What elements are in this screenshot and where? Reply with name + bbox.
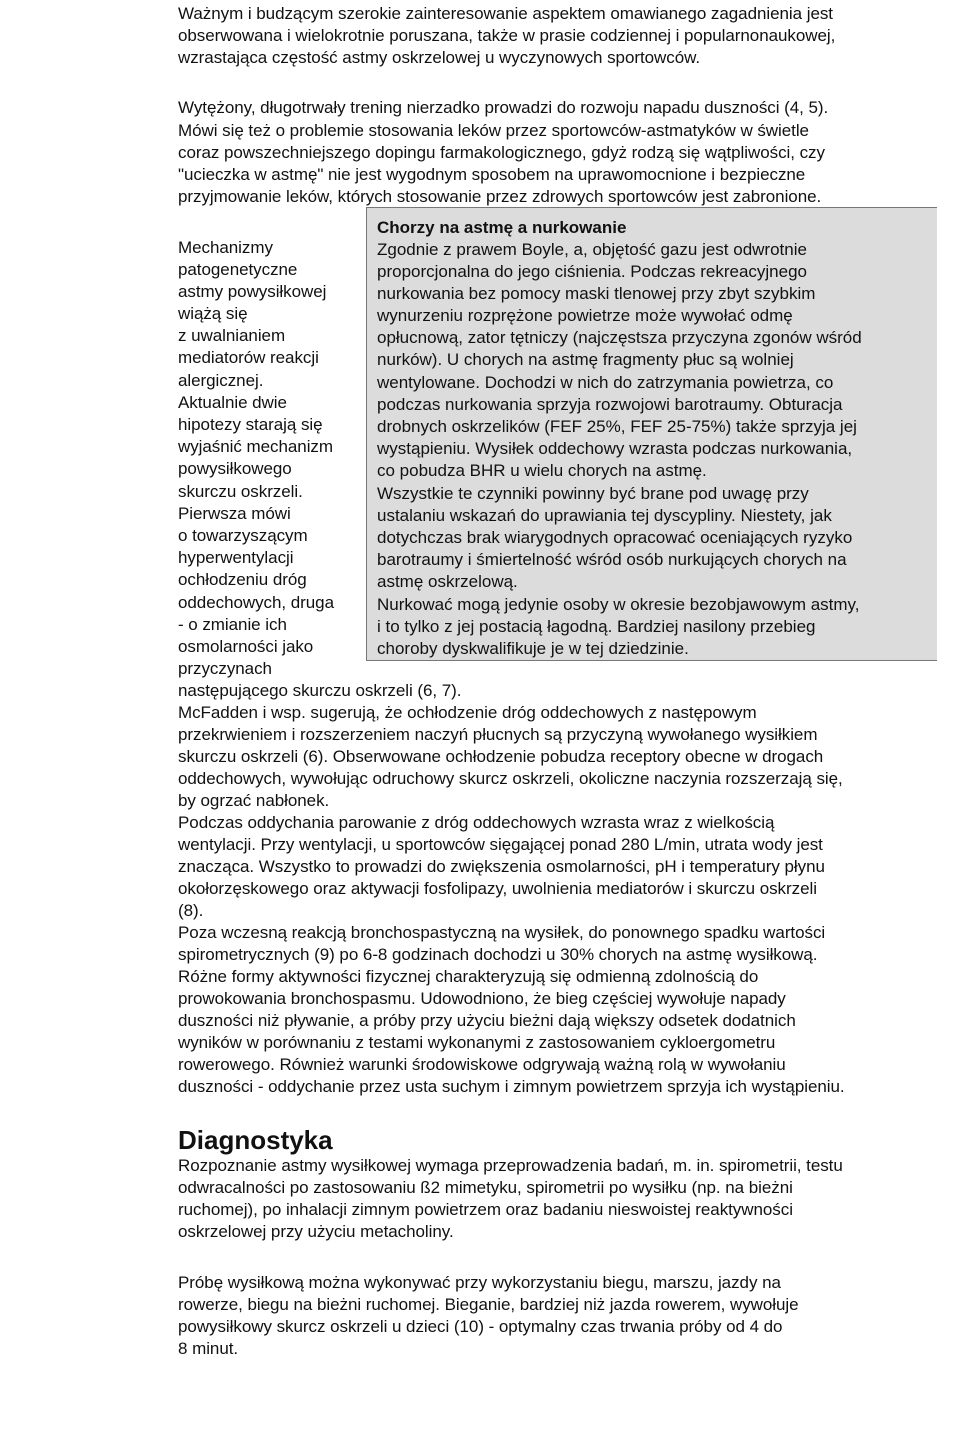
text-line: coraz powszechniejszego dopingu farmakologicznego, gdyż rodzą się wątpliwości, czy <box>178 143 825 162</box>
sidebar-box-line: Nurkować mogą jedynie osoby w okresie bezobjawowym astmy, <box>377 595 860 614</box>
text-line: hyperwentylacji <box>178 548 294 567</box>
sidebar-box-line: dotychczas brak wiarygodnych opracować oceniających ryzyko <box>377 528 853 547</box>
text-line: wyników w porównaniu z testami wykonanymi z zastosowaniem cykloergometru <box>178 1033 776 1052</box>
text-line: "ucieczka w astmę" nie jest wygodnym sposobem na uprawomocnione i bezpieczne <box>178 165 806 184</box>
sidebar-box-line: opłucnową, zator tętniczy (najczęstsza przyczyna zgonów wśród <box>377 328 862 347</box>
sidebar-box-title: Chorzy na astmę a nurkowanie <box>377 218 627 237</box>
sidebar-box-diving <box>366 207 937 661</box>
text-line: Pierwsza mówi <box>178 504 291 523</box>
text-line: wentylacji. Przy wentylacji, u sportowców sięgającej ponad 280 L/min, utrata wody jest <box>178 835 823 854</box>
text-line: astmy powysiłkowej <box>178 282 327 301</box>
text-line: hipotezy starają się <box>178 415 323 434</box>
text-line: obserwowana i wielokrotnie poruszana, także w prasie codziennej i popularnonaukowej, <box>178 26 836 45</box>
sidebar-box-line: ustalaniu wskazań do uprawiania tej dyscypliny. Niestety, jak <box>377 506 832 525</box>
text-line: Mechanizmy <box>178 238 273 257</box>
text-line: Ważnym i budzącym szerokie zainteresowanie aspektem omawianego zagadnienia jest <box>178 4 833 23</box>
sidebar-box-line: wynurzeniu rozprężone powietrze może wywołać odmę <box>377 306 793 325</box>
sidebar-box-line: wentylowane. Dochodzi w nich do zatrzymania powietrza, co <box>377 373 834 392</box>
text-line: Podczas oddychania parowanie z dróg oddechowych wzrasta wraz z wielkością <box>178 813 775 832</box>
text-line: duszności niż pływanie, a próby przy użyciu bieżni dają większy odsetek dodatnich <box>178 1011 796 1030</box>
sidebar-box-line: nurków). U chorych na astmę fragmenty płuc są wolniej <box>377 350 794 369</box>
text-line: by ogrzać nabłonek. <box>178 791 330 810</box>
text-line: znacząca. Wszystko to prowadzi do zwiększenia osmolarności, pH i temperatury płynu <box>178 857 825 876</box>
text-line: oskrzelowej przy użyciu metacholiny. <box>178 1222 454 1241</box>
sidebar-box-line: barotraumy i śmiertelność wśród osób nurkujących chorych na <box>377 550 847 569</box>
text-line: o towarzyszącym <box>178 526 308 545</box>
sidebar-box-line: nurkowania bez pomocy maski tlenowej przy zbyt szybkim <box>377 284 816 303</box>
text-line: z uwalnianiem <box>178 326 286 345</box>
text-line: Rozpoznanie astmy wysiłkowej wymaga przeprowadzenia badań, m. in. spirometrii, testu <box>178 1156 843 1175</box>
sidebar-box-line: i to tylko z jej postacią łagodną. Bardziej nasilony przebieg <box>377 617 816 636</box>
text-line: osmolarności jako <box>178 637 314 656</box>
text-line: skurczu oskrzeli. <box>178 482 303 501</box>
sidebar-box-line: astmę oskrzelową. <box>377 572 518 591</box>
text-line: Wytężony, długotrwały trening nierzadko prowadzi do rozwoju napadu duszności (4, 5). <box>178 98 829 117</box>
text-line: Różne formy aktywności fizycznej charakteryzują się odmienną zdolnością do <box>178 967 759 986</box>
text-line: oddechowych, druga <box>178 593 334 612</box>
document-page <box>178 0 960 1453</box>
text-line: przyczynach <box>178 659 272 678</box>
text-line: Aktualnie dwie <box>178 393 287 412</box>
sidebar-box-line: co pobudza BHR u wielu chorych na astmę. <box>377 461 707 480</box>
section-heading-diagnostics: Diagnostyka <box>178 1125 333 1155</box>
sidebar-box-line: proporcjonalna do jego ciśnienia. Podczas rekreacyjnego <box>377 262 807 281</box>
sidebar-box-line: Zgodnie z prawem Boyle, a, objętość gazu jest odwrotnie <box>377 240 807 259</box>
text-line: - o zmianie ich <box>178 615 287 634</box>
text-line: skurczu oskrzeli (6). Obserwowane ochłodzenie pobudza receptory obecne w drogach <box>178 747 824 766</box>
text-line: rowerze, biegu na bieżni ruchomej. Bieganie, bardziej niż jazda rowerem, wywołuje <box>178 1295 799 1314</box>
text-line: odwracalności po zastosowaniu ß2 mimetyku, spirometrii po wysiłku (np. na bieżni <box>178 1178 793 1197</box>
text-line: patogenetyczne <box>178 260 298 279</box>
sidebar-box-line: choroby dyskwalifikuje je w tej dziedzinie. <box>377 639 689 658</box>
text-line: prowokowania bronchospasmu. Udowodniono, że bieg częściej wywołuje napady <box>178 989 786 1008</box>
text-line: wzrastająca częstość astmy oskrzelowej u wyczynowych sportowców. <box>178 48 701 67</box>
text-line: 8 minut. <box>178 1339 239 1358</box>
text-line: okołorzęskowego oraz aktywacji fosfolipazy, uwolnienia mediatorów i skurczu oskrzeli <box>178 879 817 898</box>
text-line: Poza wczesną reakcją bronchospastyczną na wysiłek, do ponownego spadku wartości <box>178 923 826 942</box>
text-line: (8). <box>178 901 204 920</box>
text-line: wyjaśnić mechanizm <box>178 437 333 456</box>
sidebar-box-line: Wszystkie te czynniki powinny być brane pod uwagę przy <box>377 484 809 503</box>
text-line: wiążą się <box>178 304 248 323</box>
sidebar-box-line: drobnych oskrzelików (FEF 25%, FEF 25-75%) także sprzyja jej <box>377 417 857 436</box>
text-line: rowerowego. Również warunki środowiskowe odgrywają ważną rolą w wywołaniu <box>178 1055 786 1074</box>
text-line: duszności - oddychanie przez usta suchym i zimnym powietrzem sprzyja ich wystąpieniu. <box>178 1077 845 1096</box>
text-line: spirometrycznych (9) po 6-8 godzinach dochodzi u 30% chorych na astmę wysiłkową. <box>178 945 818 964</box>
text-line: Próbę wysiłkową można wykonywać przy wykorzystaniu biegu, marszu, jazdy na <box>178 1273 781 1292</box>
text-line: przyjmowanie leków, których stosowanie przez zdrowych sportowców jest zabronione. <box>178 187 822 206</box>
text-line: alergicznej. <box>178 371 264 390</box>
sidebar-box-line: wystąpieniu. Wysiłek oddechowy wzrasta podczas nurkowania, <box>377 439 853 458</box>
text-line: następującego skurczu oskrzeli (6, 7). <box>178 681 462 700</box>
text-line: powysiłkowego <box>178 459 292 478</box>
sidebar-box-line: podczas nurkowania sprzyja rozwojowi barotraumy. Obturacja <box>377 395 843 414</box>
text-line: mediatorów reakcji <box>178 348 319 367</box>
text-line: ruchomej), po inhalacji zimnym powietrzem oraz badaniu nieswoistej reaktywności <box>178 1200 793 1219</box>
text-line: McFadden i wsp. sugerują, że ochłodzenie dróg oddechowych z następowym <box>178 703 757 722</box>
text-line: Mówi się też o problemie stosowania leków przez sportowców-astmatyków w świetle <box>178 121 809 140</box>
text-line: powysiłkowy skurcz oskrzeli u dzieci (10) - optymalny czas trwania próby od 4 do <box>178 1317 783 1336</box>
text-line: oddechowych, wywołując odruchowy skurcz oskrzeli, okoliczne naczynia rozszerzają się, <box>178 769 843 788</box>
text-line: przekrwieniem i rozszerzeniem naczyń płucnych są przyczyną wywołanego wysiłkiem <box>178 725 818 744</box>
text-line: ochłodzeniu dróg <box>178 570 307 589</box>
